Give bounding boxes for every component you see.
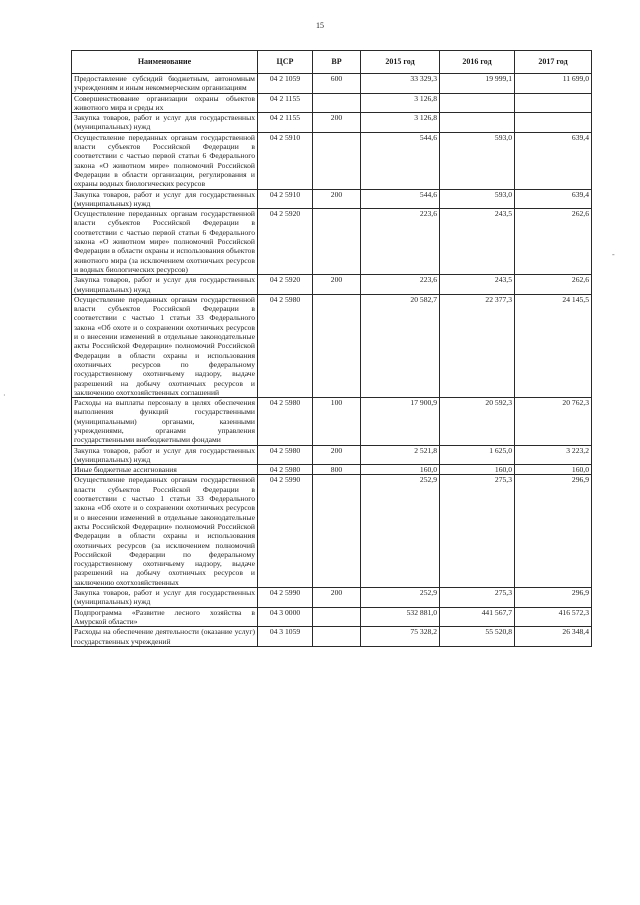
row-value-2017: 296,9 <box>515 475 592 588</box>
header-2017: 2017 год <box>515 51 592 74</box>
row-vr <box>313 607 361 627</box>
row-value-2016: 243,5 <box>440 209 515 275</box>
row-name: Осуществление переданных органам государственной власти субъектов Российской Федерации в соответствии с частью 1 статьи 33 Федерального закона «Об охоте и о сохранении охотничьих ресурсов и о внесении изменений в отдельные законодательные акты Российской Федерации» полномочий Российской Федерации в области охраны и использования охотничьих ресурсов (за исключением полномочий Российской Федерации по федеральному государственному охотничьему надзору, выдаче разрешений на добычу охотничьих ресурсов и заключению охотхозяйственных <box>72 475 258 588</box>
row-value-2016: 20 592,3 <box>440 398 515 445</box>
row-value-2016: 593,0 <box>440 189 515 209</box>
row-name: Иные бюджетные ассигнования <box>72 465 258 475</box>
row-value-2016: 19 999,1 <box>440 74 515 94</box>
row-vr: 600 <box>313 74 361 94</box>
table-row <box>72 607 592 627</box>
row-value-2015: 3 126,8 <box>361 113 440 133</box>
row-csr: 04 2 5980 <box>258 445 313 465</box>
row-value-2015: 2 521,8 <box>361 445 440 465</box>
row-value-2016: 55 520,8 <box>440 627 515 647</box>
row-name: Совершенствование организации охраны объектов животного мира и среды их <box>72 93 258 113</box>
row-value-2017: 639,4 <box>515 189 592 209</box>
table-row <box>72 275 592 295</box>
table-header-row <box>72 51 592 74</box>
budget-table <box>71 50 592 647</box>
table-row <box>72 398 592 445</box>
row-value-2015: 544,6 <box>361 132 440 189</box>
row-value-2016: 243,5 <box>440 275 515 295</box>
row-csr: 04 3 0000 <box>258 607 313 627</box>
header-csr: ЦСР <box>258 51 313 74</box>
row-value-2017: 160,0 <box>515 465 592 475</box>
table-row <box>72 189 592 209</box>
row-value-2017: 296,9 <box>515 588 592 608</box>
row-value-2016: 1 625,0 <box>440 445 515 465</box>
row-value-2015: 75 328,2 <box>361 627 440 647</box>
row-value-2017: 26 348,4 <box>515 627 592 647</box>
row-value-2015: 252,9 <box>361 588 440 608</box>
row-name: Осуществление переданных органам государственной власти субъектов Российской Федерации в соответствии с частью 1 статьи 33 Федерального закона «Об охоте и о сохранении охотничьих ресурсов и о внесении изменений в отдельные законодательные акты Российской Федерации» полномочий Российской Федерации в области охраны и использования охотничьих ресурсов по федеральному государственному охотничьему надзору, выдаче разрешений на добычу охотничьих ресурсов и заключению охотхозяйственных соглашений <box>72 294 258 397</box>
row-csr: 04 2 5980 <box>258 465 313 475</box>
row-csr: 04 2 1059 <box>258 74 313 94</box>
row-vr: 200 <box>313 113 361 133</box>
row-csr: 04 2 5990 <box>258 588 313 608</box>
row-value-2016: 22 377,3 <box>440 294 515 397</box>
row-vr <box>313 132 361 189</box>
row-name: Закупка товаров, работ и услуг для государственных (муниципальных) нужд <box>72 113 258 133</box>
row-value-2017: 11 699,0 <box>515 74 592 94</box>
row-value-2017: 3 223,2 <box>515 445 592 465</box>
table-row <box>72 465 592 475</box>
table-row <box>72 627 592 647</box>
row-name: Осуществление переданных органам государственной власти субъектов Российской Федерации в соответствии с частью первой статьи 6 Федерального закона «О животном мире» полномочий Российской Федерации в области организации, регулирования и охраны водных биологических ресурсов <box>72 132 258 189</box>
table-row <box>72 294 592 397</box>
row-value-2015: 223,6 <box>361 275 440 295</box>
row-value-2015: 223,6 <box>361 209 440 275</box>
row-csr: 04 3 1059 <box>258 627 313 647</box>
row-csr: 04 2 5990 <box>258 475 313 588</box>
row-value-2017: 20 762,3 <box>515 398 592 445</box>
scan-mark: · <box>3 391 6 400</box>
row-csr: 04 2 1155 <box>258 93 313 113</box>
row-value-2016 <box>440 113 515 133</box>
row-value-2015: 17 900,9 <box>361 398 440 445</box>
table-row <box>72 588 592 608</box>
row-csr: 04 2 5910 <box>258 132 313 189</box>
row-value-2017: 416 572,3 <box>515 607 592 627</box>
header-2015: 2015 год <box>361 51 440 74</box>
table-row <box>72 445 592 465</box>
header-name: Наименование <box>72 51 258 74</box>
row-value-2016 <box>440 93 515 113</box>
row-name: Закупка товаров, работ и услуг для государственных (муниципальных) нужд <box>72 445 258 465</box>
table-row <box>72 132 592 189</box>
table-row <box>72 74 592 94</box>
row-vr: 200 <box>313 588 361 608</box>
row-value-2017 <box>515 93 592 113</box>
row-name: Закупка товаров, работ и услуг для государственных (муниципальных) нужд <box>72 275 258 295</box>
row-vr: 200 <box>313 189 361 209</box>
row-name: Закупка товаров, работ и услуг для государственных (муниципальных) нужд <box>72 588 258 608</box>
table-row <box>72 475 592 588</box>
row-value-2017: 262,6 <box>515 275 592 295</box>
row-csr: 04 2 5910 <box>258 189 313 209</box>
header-vr: ВР <box>313 51 361 74</box>
row-value-2017 <box>515 113 592 133</box>
row-value-2016: 160,0 <box>440 465 515 475</box>
row-value-2015: 160,0 <box>361 465 440 475</box>
row-csr: 04 2 5980 <box>258 398 313 445</box>
row-vr: 800 <box>313 465 361 475</box>
row-value-2016: 441 567,7 <box>440 607 515 627</box>
row-csr: 04 2 5920 <box>258 275 313 295</box>
row-name: Подпрограмма «Развитие лесного хозяйства в Амурской области» <box>72 607 258 627</box>
row-value-2017: 262,6 <box>515 209 592 275</box>
row-value-2017: 639,4 <box>515 132 592 189</box>
table-row <box>72 209 592 275</box>
row-value-2015: 33 329,3 <box>361 74 440 94</box>
row-vr: 200 <box>313 275 361 295</box>
row-vr <box>313 294 361 397</box>
row-value-2017: 24 145,5 <box>515 294 592 397</box>
row-value-2016: 275,3 <box>440 588 515 608</box>
row-name: Предоставление субсидий бюджетным, автономным учреждениям и иным некоммерческим организациям <box>72 74 258 94</box>
row-csr: 04 2 5920 <box>258 209 313 275</box>
table-row <box>72 93 592 113</box>
row-vr <box>313 209 361 275</box>
row-vr: 200 <box>313 445 361 465</box>
row-csr: 04 2 1155 <box>258 113 313 133</box>
row-value-2015: 544,6 <box>361 189 440 209</box>
row-csr: 04 2 5980 <box>258 294 313 397</box>
row-value-2016: 275,3 <box>440 475 515 588</box>
row-value-2015: 252,9 <box>361 475 440 588</box>
row-name: Расходы на обеспечение деятельности (оказание услуг) государственных учреждений <box>72 627 258 647</box>
row-vr <box>313 93 361 113</box>
row-value-2015: 532 881,0 <box>361 607 440 627</box>
row-vr <box>313 627 361 647</box>
page-number: 15 <box>316 21 324 30</box>
scan-mark: - <box>612 250 615 259</box>
row-vr <box>313 475 361 588</box>
row-name: Расходы на выплаты персоналу в целях обеспечения выполнения функций государственными (муниципальными) органами, казенными учреждениями, органами управления государственными внебюджетными фондами <box>72 398 258 445</box>
header-2016: 2016 год <box>440 51 515 74</box>
row-value-2016: 593,0 <box>440 132 515 189</box>
row-vr: 100 <box>313 398 361 445</box>
table-row <box>72 113 592 133</box>
row-value-2015: 3 126,8 <box>361 93 440 113</box>
row-value-2015: 20 582,7 <box>361 294 440 397</box>
row-name: Закупка товаров, работ и услуг для государственных (муниципальных) нужд <box>72 189 258 209</box>
row-name: Осуществление переданных органам государственной власти субъектов Российской Федерации в соответствии с частью первой статьи 6 Федерального закона «О животном мире» полномочий Российской Федерации в области охраны и использования объектов животного мира (за исключением охотничьих ресурсов и водных биологических ресурсов) <box>72 209 258 275</box>
